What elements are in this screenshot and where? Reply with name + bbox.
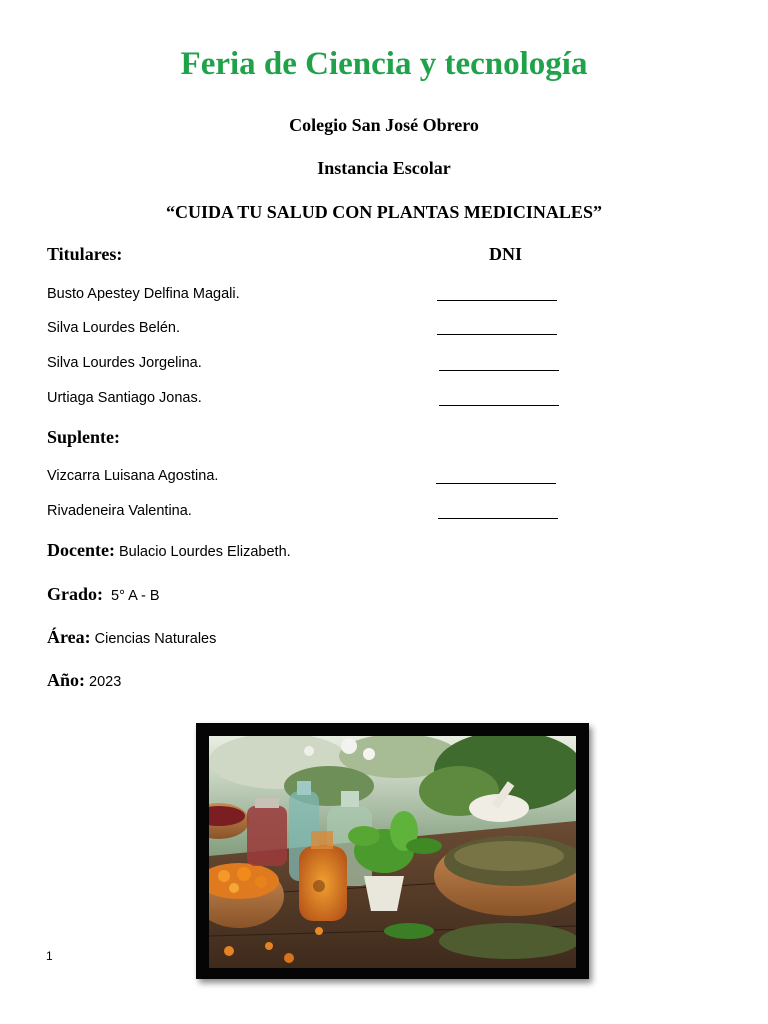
titular-name-1: Busto Apestey Delfina Magali. [47,286,240,302]
area-label: Área: [47,627,91,647]
instance-label: Instancia Escolar [317,158,451,178]
anio-field [47,669,121,693]
suplente-heading: Suplente: [47,427,121,447]
grado-field [47,583,160,607]
school-name: Colegio San José Obrero [289,115,479,135]
titulares-heading: Titulares: [47,244,123,264]
grado-label: Grado: [47,584,103,604]
dni-blank-line [437,300,557,301]
document-title: Feria de Ciencia y tecnología [180,46,588,82]
titular-name-2: Silva Lourdes Belén. [47,320,180,336]
docente-label: Docente: [47,540,115,560]
dni-blank-line [439,405,559,406]
medicinal-herbs-photo [209,736,576,968]
titular-name-3: Silva Lourdes Jorgelina. [47,355,202,371]
herbs-photo-frame [196,723,589,979]
area-field [47,626,216,650]
dni-heading: DNI [489,244,523,264]
dni-blank-line [438,518,558,519]
dni-blank-line [439,370,559,371]
suplente-name-2: Rivadeneira Valentina. [47,503,192,519]
grado-value: 5° A - B [111,588,160,604]
project-title: “CUIDA TU SALUD CON PLANTAS MEDICINALES” [166,202,602,222]
docente-field [47,539,291,563]
titular-name-4: Urtiaga Santiago Jonas. [47,390,202,406]
dni-blank-line [437,334,557,335]
anio-value: 2023 [89,674,122,690]
docente-value: Bulacio Lourdes Elizabeth. [118,544,291,560]
page-number: 1 [46,949,53,963]
dni-blank-line [436,483,556,484]
anio-label: Año: [47,670,86,690]
area-value: Ciencias Naturales [94,631,217,647]
suplente-name-1: Vizcarra Luisana Agostina. [47,468,219,484]
